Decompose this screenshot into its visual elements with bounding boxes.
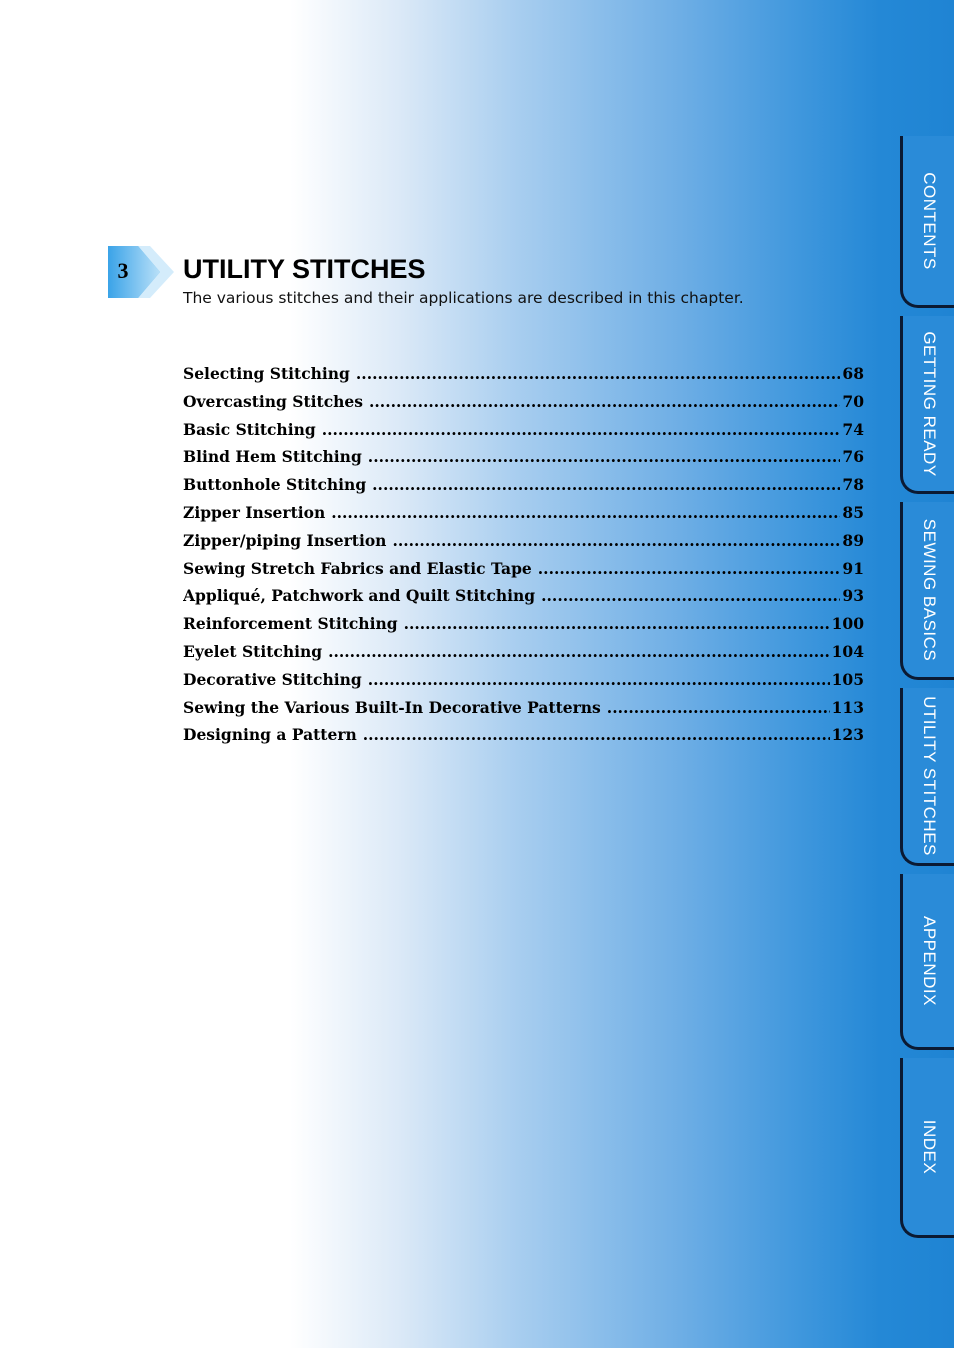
toc-page-number: 123 [831,725,864,745]
tab-label: CONTENTS [919,171,939,270]
dot-leader [541,586,840,605]
toc-page-number: 113 [831,697,864,717]
toc-page-number: 68 [842,364,864,383]
toc-entry[interactable] [183,420,864,448]
table-of-contents [183,364,864,753]
toc-entry[interactable] [183,531,864,559]
toc-entry[interactable] [183,503,864,531]
toc-entry-title: Basic Stitching [183,419,316,439]
toc-entry-title: Zipper Insertion [183,502,326,522]
toc-page-number: 91 [842,558,864,578]
toc-page-number: 100 [831,614,864,634]
toc-entry[interactable] [183,364,864,392]
toc-page-number: 104 [831,641,864,661]
toc-entry-title: Reinforcement Stitching [183,614,398,634]
tab-appendix[interactable] [900,874,954,1050]
chapter-subtitle: The various stitches and their applications are described in this chapter. [183,289,744,307]
toc-page-number: 70 [842,391,864,411]
toc-entry-title: Appliqué, Patchwork and Quilt Stitching [183,586,536,606]
dot-leader [356,364,841,383]
toc-entry[interactable] [183,447,864,475]
toc-entry[interactable] [183,698,864,726]
dot-leader [369,392,840,411]
toc-entry-title: Blind Hem Stitching [183,447,362,467]
toc-entry[interactable] [183,392,864,420]
chapter-title: UTILITY STITCHES [183,254,426,284]
dot-leader [363,725,830,744]
toc-entry-title: Buttonhole Stitching [183,475,367,495]
tab-label: INDEX [919,1119,939,1174]
toc-page-number: 78 [842,475,864,495]
dot-leader [372,475,840,494]
toc-page-number: 76 [842,447,864,467]
tab-getting-ready[interactable] [900,316,954,494]
toc-entry-title: Eyelet Stitching [183,641,323,661]
toc-entry-title: Overcasting Stitches [183,391,363,411]
toc-page-number: 93 [842,586,864,606]
chapter-number: 3 [117,258,129,283]
chapter-tabs [900,136,954,1246]
tab-label: UTILITY STITCHES [919,695,939,856]
tab-label: APPENDIX [919,915,939,1006]
toc-page-number: 74 [842,419,864,439]
toc-entry[interactable] [183,642,864,670]
toc-entry[interactable] [183,614,864,642]
toc-entry-title: Sewing the Various Built-In Decorative Patterns [183,697,601,717]
toc-entry[interactable] [183,725,864,753]
toc-page-number: 105 [831,669,864,689]
toc-entry-title: Decorative Stitching [183,669,362,689]
toc-entry[interactable] [183,475,864,503]
toc-page-number: 85 [842,502,864,522]
toc-entry-title: Selecting Stitching [183,364,350,383]
toc-entry[interactable] [183,559,864,587]
tab-label: GETTING READY [919,330,939,477]
toc-page-number: 89 [842,530,864,550]
toc-entry-title: Zipper/piping Insertion [183,530,387,550]
dot-leader [368,670,830,689]
tab-contents[interactable] [900,136,954,308]
tab-label: SEWING BASICS [919,518,939,661]
toc-entry-title: Sewing Stretch Fabrics and Elastic Tape [183,558,532,578]
toc-entry[interactable] [183,586,864,614]
dot-leader [331,503,840,522]
tab-sewing-basics[interactable] [900,502,954,680]
dot-leader [368,447,841,466]
toc-entry[interactable] [183,670,864,698]
dot-leader [607,698,830,717]
toc-entry-title: Designing a Pattern [183,725,357,745]
tab-utility-stitches[interactable] [900,688,954,866]
dot-leader [328,642,830,661]
tab-index[interactable] [900,1058,954,1238]
dot-leader [538,559,841,578]
dot-leader [322,420,841,439]
dot-leader [404,614,830,633]
dot-leader [392,531,840,550]
